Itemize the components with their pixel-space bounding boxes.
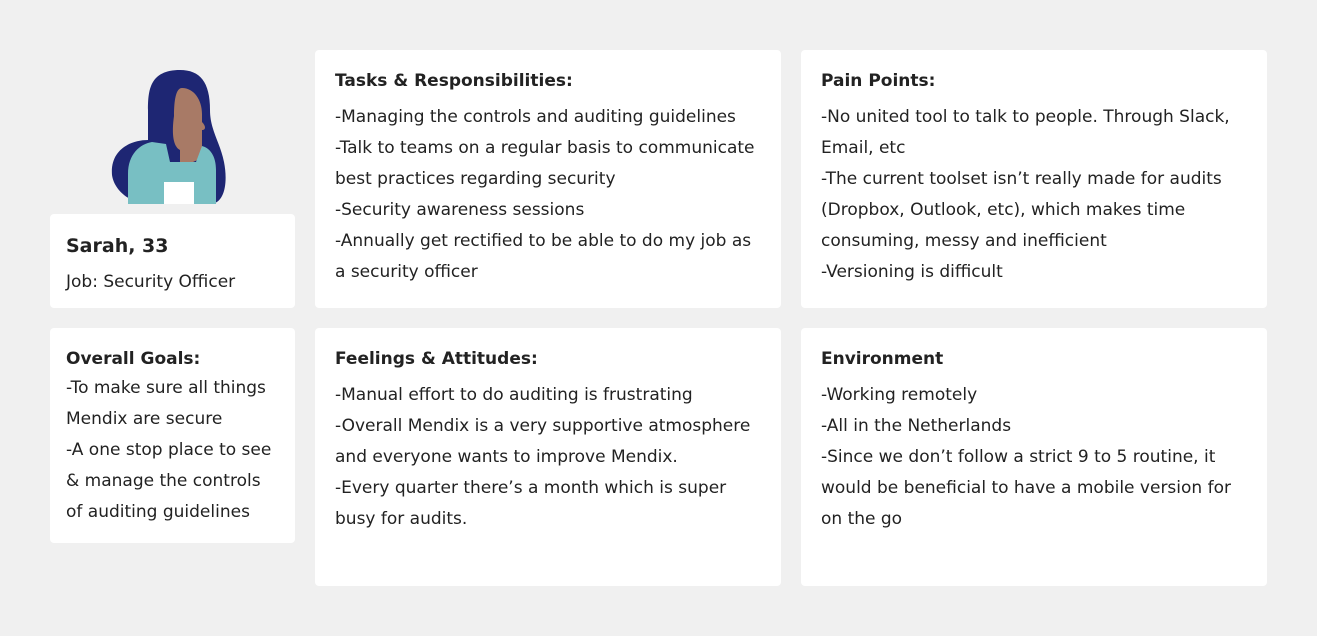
goals-list [66,373,279,528]
list-item: -Since we don’t follow a strict 9 to 5 routine, it would be beneficial to have a mobile version for on the go [821,447,1231,529]
environment-title: Environment [821,349,944,369]
pain-points-list [821,102,1247,288]
list-item: -To make sure all things Mendix are secure [66,378,266,429]
feelings-card [315,328,781,586]
list-item: -Talk to teams on a regular basis to communicate best practices regarding security [335,138,755,189]
persona-card [50,214,295,308]
persona-name: Sarah, 33 [66,235,169,257]
list-item: -Managing the controls and auditing guidelines [335,107,736,127]
environment-list [821,380,1247,535]
list-item: -Manual effort to do auditing is frustrating [335,385,693,405]
tasks-card [315,50,781,308]
list-item: -No united tool to talk to people. Through Slack, Email, etc [821,107,1230,158]
environment-card [801,328,1267,586]
list-item: -Security awareness sessions [335,200,585,220]
pain-points-title: Pain Points: [821,71,936,91]
list-item: -Annually get rectified to be able to do my job as a security officer [335,231,752,282]
feelings-list [335,380,761,535]
persona-job: Job: Security Officer [66,272,236,292]
list-item: -Every quarter there’s a month which is super busy for audits. [335,478,727,529]
goals-card [50,328,295,543]
list-item: -Working remotely [821,385,978,405]
list-item: -All in the Netherlands [821,416,1012,436]
persona-avatar [110,70,228,204]
list-item: -Overall Mendix is a very supportive atmosphere and everyone wants to improve Mendix. [335,416,751,467]
list-item: -A one stop place to see & manage the controls of auditing guidelines [66,440,272,522]
tasks-title: Tasks & Responsibilities: [335,71,573,91]
list-item: -Versioning is difficult [821,262,1003,282]
feelings-title: Feelings & Attitudes: [335,349,538,369]
list-item: -The current toolset isn’t really made for audits (Dropbox, Outlook, etc), which makes time consuming, messy and inefficient [821,169,1222,251]
tasks-list [335,102,761,288]
goals-title: Overall Goals: [66,349,201,369]
pain-points-card [801,50,1267,308]
